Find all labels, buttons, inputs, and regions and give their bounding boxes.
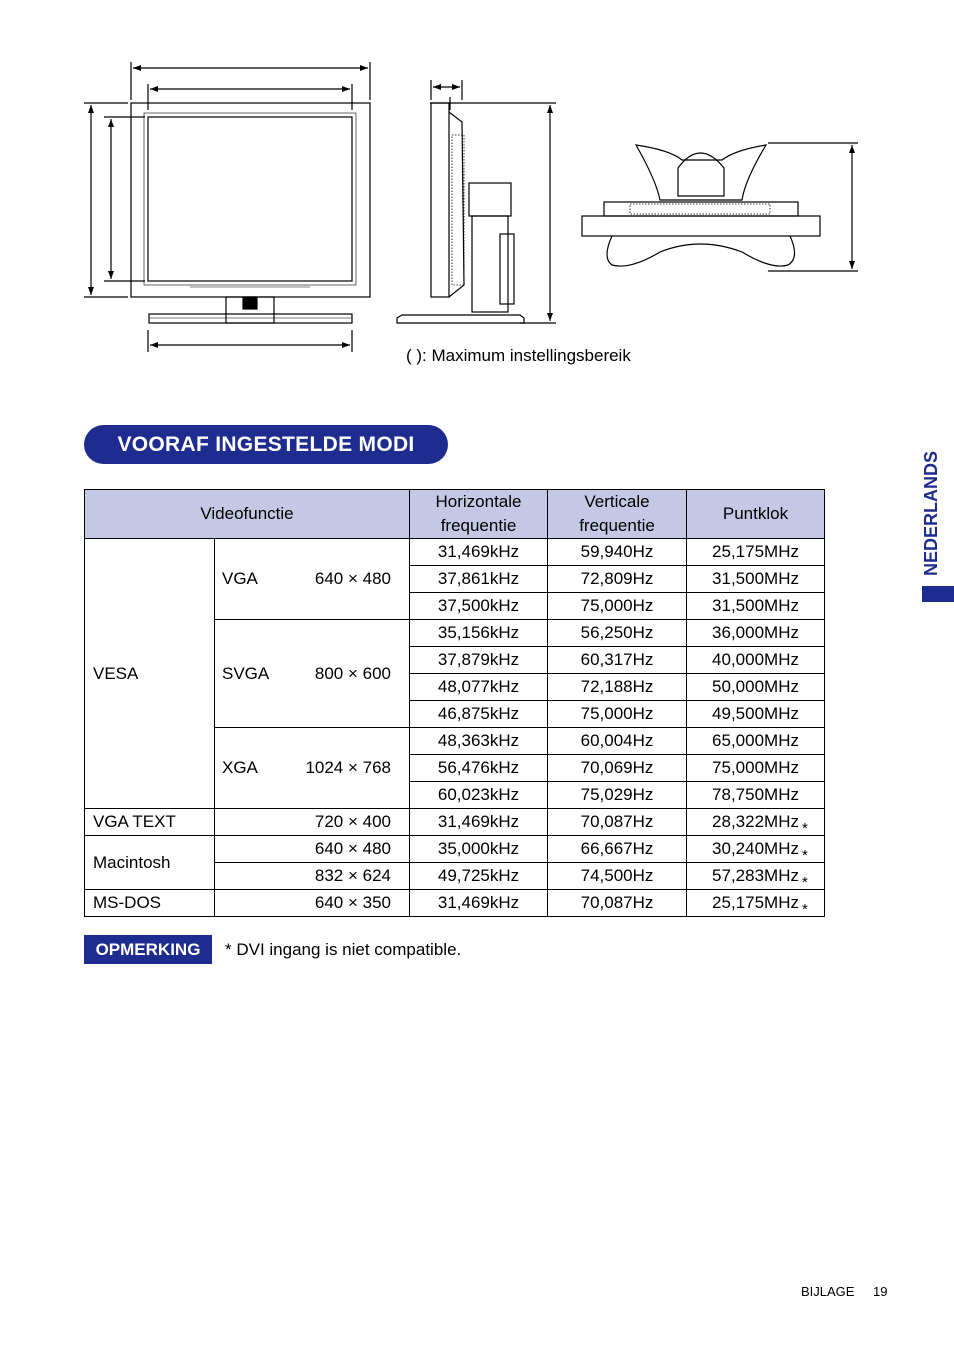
- header-vfreq-line1: Verticale: [584, 492, 650, 511]
- table-row: [85, 809, 825, 836]
- preset-modes-table: [84, 489, 825, 917]
- footer-section: BIJLAGE: [801, 1284, 855, 1299]
- header-clock: Puntklok: [687, 490, 825, 539]
- cell-vfreq: 60,317Hz: [548, 647, 687, 674]
- cell-hfreq: 37,861kHz: [410, 566, 548, 593]
- cell-vfreq: 70,087Hz: [548, 809, 687, 836]
- table-row: [85, 836, 825, 863]
- cell-vfreq: 56,250Hz: [548, 620, 687, 647]
- header-video: Videofunctie: [85, 490, 410, 539]
- page-number: 19: [873, 1284, 888, 1299]
- cell-hfreq: 35,156kHz: [410, 620, 548, 647]
- cell-clock: 65,000MHz: [687, 728, 825, 755]
- cell-clock: 25,175MHz: [687, 890, 825, 917]
- cell-hfreq: 37,879kHz: [410, 647, 548, 674]
- asterisk-mark: *: [802, 901, 808, 918]
- cell-hfreq: 31,469kHz: [410, 539, 548, 566]
- table-header-row: [85, 490, 825, 539]
- cell-hfreq: 48,363kHz: [410, 728, 548, 755]
- mode-vga-name: VGA: [222, 569, 258, 588]
- mode-vga-res: 640 × 480: [314, 569, 391, 588]
- cell-clock: 28,322MHz: [687, 809, 825, 836]
- cell-hfreq: 56,476kHz: [410, 755, 548, 782]
- mode-svga-res: 800 × 600: [314, 663, 391, 683]
- drawing-caption: ( ): Maximum instellingsbereik: [406, 346, 631, 365]
- mode-xga-res: 1024 × 768: [305, 758, 391, 777]
- note-tag: OPMERKING: [84, 935, 212, 964]
- mode-svga-name: SVGA: [222, 663, 270, 683]
- cell-clock: 25,175MHz: [687, 539, 825, 566]
- header-vfreq: [548, 490, 687, 539]
- cell-vfreq: 66,667Hz: [548, 836, 687, 863]
- asterisk-mark: *: [802, 874, 808, 891]
- res-mac-1: 640 × 480: [215, 836, 410, 863]
- cell-vfreq: 75,000Hz: [548, 701, 687, 728]
- table-row: [85, 539, 825, 566]
- cell-hfreq: 31,469kHz: [410, 809, 548, 836]
- cell-hfreq: 35,000kHz: [410, 836, 548, 863]
- cell-hfreq: 37,500kHz: [410, 593, 548, 620]
- asterisk-mark: *: [802, 820, 808, 837]
- cell-clock: 30,240MHz: [687, 836, 825, 863]
- group-vesa: VESA: [85, 539, 215, 809]
- language-tab-bar: [922, 586, 954, 602]
- cell-vfreq: 72,188Hz: [548, 674, 687, 701]
- top-view-drawing: [582, 143, 858, 271]
- cell-vfreq: 60,004Hz: [548, 728, 687, 755]
- cell-clock: 78,750MHz: [687, 782, 825, 809]
- header-hfreq-line2: frequentie: [440, 516, 517, 535]
- cell-vfreq: 72,809Hz: [548, 566, 687, 593]
- cell-clock: 75,000MHz: [687, 755, 825, 782]
- table-row: [85, 890, 825, 917]
- res-vgatext: 720 × 400: [215, 809, 410, 836]
- mode-xga: [215, 728, 410, 809]
- side-view-drawing: [397, 80, 556, 323]
- group-mac: Macintosh: [85, 836, 215, 890]
- res-mac-2: 832 × 624: [215, 863, 410, 890]
- mode-vga: [215, 539, 410, 620]
- cell-hfreq: 48,077kHz: [410, 674, 548, 701]
- cell-hfreq: 49,725kHz: [410, 863, 548, 890]
- language-tab-label: NEDERLANDS: [920, 450, 941, 576]
- cell-vfreq: 74,500Hz: [548, 863, 687, 890]
- cell-clock: 49,500MHz: [687, 701, 825, 728]
- cell-hfreq: 46,875kHz: [410, 701, 548, 728]
- group-msdos: MS-DOS: [85, 890, 215, 917]
- language-tab: [903, 450, 954, 576]
- mode-svga: [215, 620, 410, 728]
- cell-vfreq: 75,000Hz: [548, 593, 687, 620]
- asterisk-mark: *: [802, 847, 808, 864]
- cell-clock: 50,000MHz: [687, 674, 825, 701]
- cell-clock: 40,000MHz: [687, 647, 825, 674]
- section-title: VOORAF INGESTELDE MODI: [84, 425, 448, 464]
- cell-clock: 57,283MHz: [687, 863, 825, 890]
- cell-clock: 31,500MHz: [687, 566, 825, 593]
- cell-hfreq: 31,469kHz: [410, 890, 548, 917]
- cell-vfreq: 59,940Hz: [548, 539, 687, 566]
- note-text: * DVI ingang is niet compatible.: [225, 940, 462, 959]
- front-view-drawing: [84, 62, 370, 352]
- cell-vfreq: 70,069Hz: [548, 755, 687, 782]
- res-msdos: 640 × 350: [215, 890, 410, 917]
- cell-clock: 31,500MHz: [687, 593, 825, 620]
- header-hfreq: [410, 490, 548, 539]
- cell-hfreq: 60,023kHz: [410, 782, 548, 809]
- group-vgatext: VGA TEXT: [85, 809, 215, 836]
- cell-vfreq: 75,029Hz: [548, 782, 687, 809]
- header-vfreq-line2: frequentie: [579, 516, 655, 535]
- cell-vfreq: 70,087Hz: [548, 890, 687, 917]
- monitor-dimension-drawings: [0, 0, 954, 380]
- header-hfreq-line1: Horizontale: [435, 492, 522, 511]
- mode-xga-name: XGA: [222, 758, 258, 777]
- cell-clock: 36,000MHz: [687, 620, 825, 647]
